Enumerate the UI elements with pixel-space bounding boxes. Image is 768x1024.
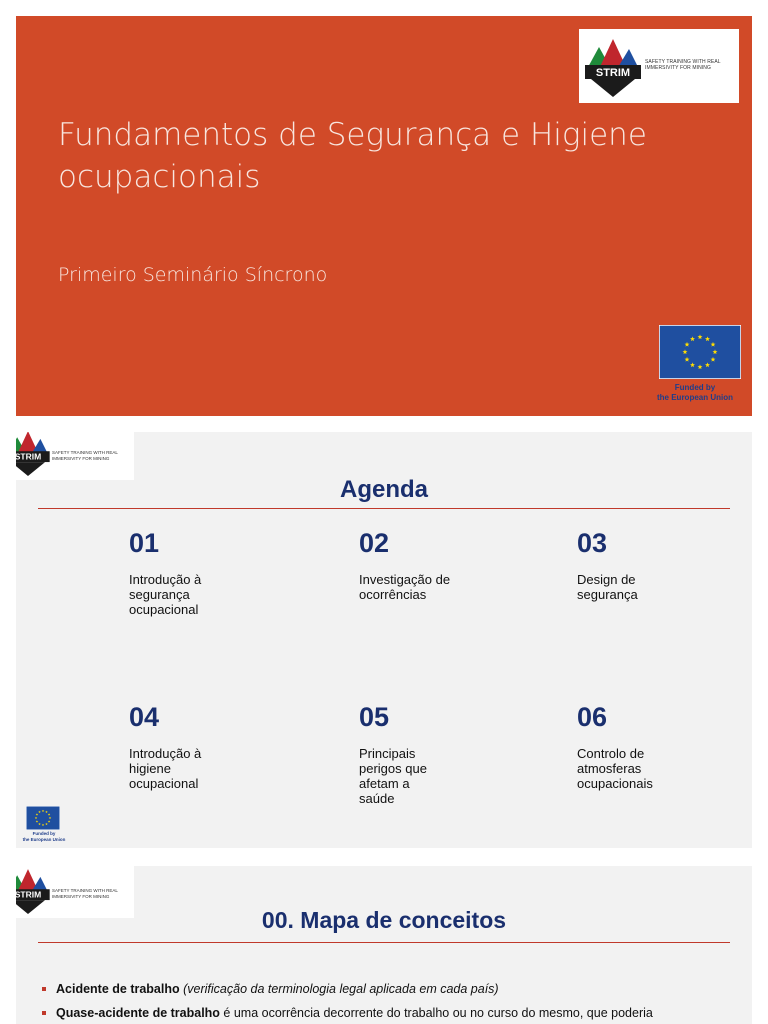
agenda-item-number: 02 bbox=[359, 528, 390, 558]
strim-tagline: SAFETY TRAINING WITH REAL IMMERSIVITY FOR MINING bbox=[52, 888, 118, 899]
agenda-item-label: Design de segurança bbox=[577, 572, 638, 602]
agenda-item-label: Controlo de atmosferas ocupacionais bbox=[577, 746, 653, 791]
svg-text:STRIM: STRIM bbox=[595, 67, 631, 79]
agenda-item-number: 06 bbox=[577, 702, 608, 732]
eu-flag-icon bbox=[659, 325, 741, 379]
slide-subtitle: Primeiro Seminário Síncrono bbox=[58, 264, 328, 286]
eu-funding-caption: Funded by the European Union bbox=[22, 831, 66, 842]
strim-logo bbox=[16, 432, 134, 480]
title-slide bbox=[16, 16, 752, 416]
agenda-item bbox=[359, 528, 489, 602]
strim-logo bbox=[579, 29, 739, 103]
agenda-item-label: Investigação de ocorrências bbox=[359, 572, 451, 602]
agenda-item bbox=[577, 528, 707, 602]
agenda-slide bbox=[16, 432, 752, 848]
agenda-item bbox=[577, 702, 707, 791]
bullet-square-icon bbox=[42, 1011, 46, 1015]
agenda-item bbox=[129, 528, 259, 617]
slide-title: Fundamentos de Segurança e Higiene ocupacionais bbox=[58, 117, 647, 195]
agenda-item-label: Introdução à higiene ocupacional bbox=[129, 746, 202, 791]
agenda-item-number: 05 bbox=[359, 702, 390, 732]
bullet-square-icon bbox=[42, 987, 46, 991]
strim-tagline: SAFETY TRAINING WITH REAL IMMERSIVITY FOR MINING bbox=[645, 59, 721, 71]
svg-text:STRIM: STRIM bbox=[14, 451, 42, 462]
concept-map-slide bbox=[16, 866, 752, 1024]
agenda-item-label: Introdução à segurança ocupacional bbox=[129, 572, 202, 617]
agenda-heading: Agenda bbox=[339, 476, 428, 503]
strim-tagline: SAFETY TRAINING WITH REAL IMMERSIVITY FOR MINING bbox=[52, 450, 118, 461]
svg-text:STRIM: STRIM bbox=[14, 889, 42, 900]
agenda-item-number: 01 bbox=[129, 528, 160, 558]
agenda-item-label: Principais perigos que afetam a saúde bbox=[359, 746, 427, 806]
agenda-item bbox=[359, 702, 489, 806]
heading-rule bbox=[38, 508, 730, 509]
agenda-item bbox=[129, 702, 259, 791]
strim-mountain-logo-icon bbox=[585, 35, 641, 97]
eu-funding-caption: Funded by the European Union bbox=[657, 383, 733, 402]
strim-mountain-logo-icon bbox=[16, 432, 50, 476]
bullet-item: Quase-acidente de trabalho é uma ocorrência decorrente do trabalho ou no curso do mesmo, que poderia bbox=[42, 1006, 742, 1021]
eu-flag-icon bbox=[26, 806, 60, 830]
heading-rule bbox=[38, 942, 730, 943]
concept-map-heading: 00. Mapa de conceitos bbox=[261, 907, 507, 933]
bullet-item: Acidente de trabalho (verificação da terminologia legal aplicada em cada país) bbox=[42, 982, 742, 997]
agenda-item-number: 04 bbox=[129, 702, 160, 732]
agenda-item-number: 03 bbox=[577, 528, 608, 558]
